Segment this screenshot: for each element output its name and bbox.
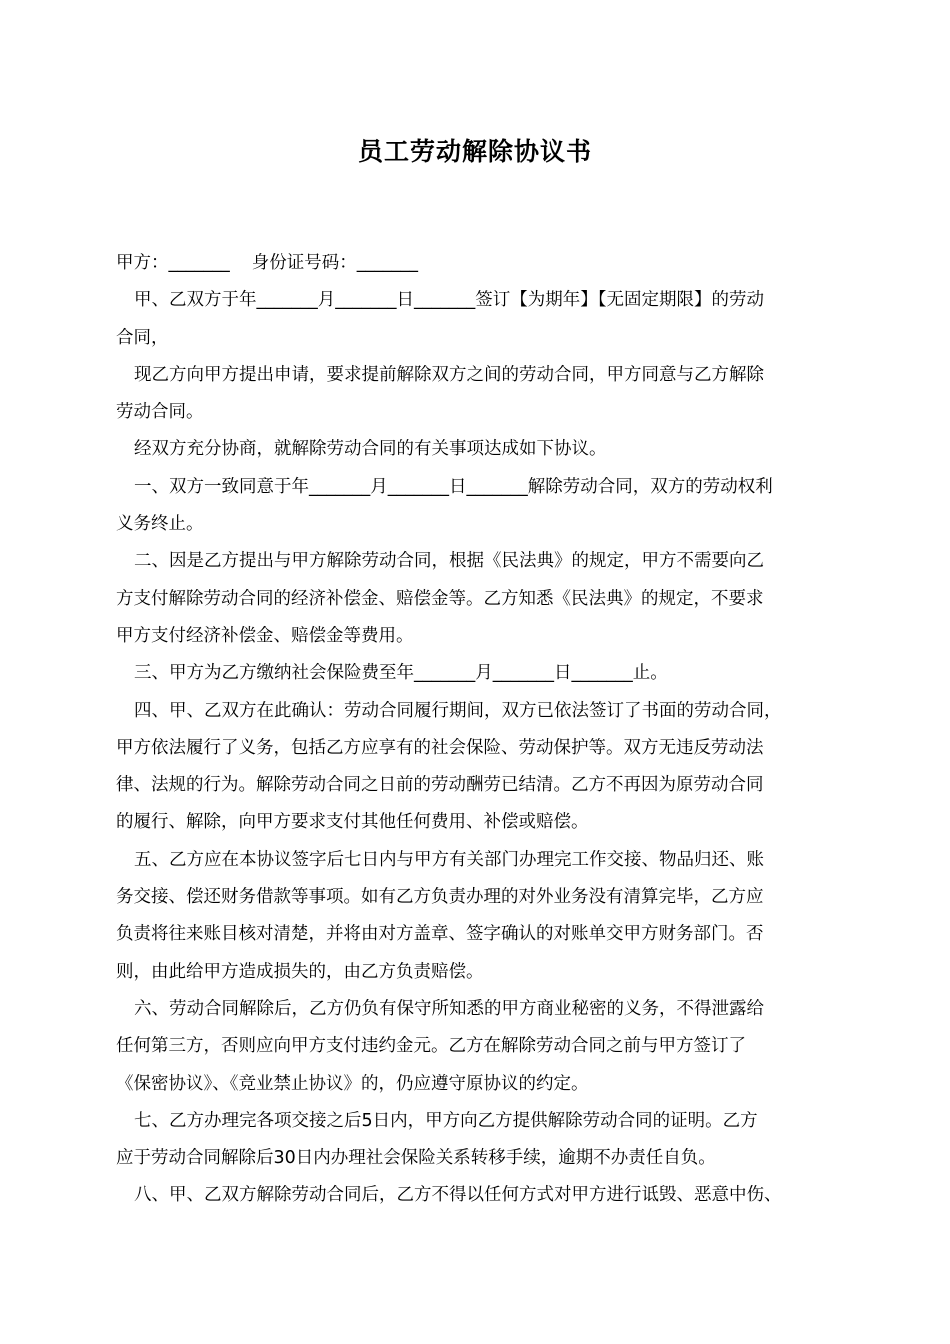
paragraph-line: 义务终止。 <box>116 514 204 535</box>
paragraph-line: 三、甲方为乙方缴纳社会保险费至年_______月_______日_______止。 <box>134 663 668 684</box>
paragraph-line: 应于劳动合同解除后30日内办理社会保险关系转移手续，逾期不办责任自负。 <box>116 1148 716 1169</box>
paragraph-line: 六、劳动合同解除后，乙方仍负有保守所知悉的甲方商业秘密的义务，不得泄露给 <box>134 998 764 1019</box>
paragraph-line: 务交接、偿还财务借款等事项。如有乙方负责办理的对外业务没有清算完毕，乙方应 <box>116 887 764 908</box>
paragraph-line: 方支付解除劳动合同的经济补偿金、赔偿金等。乙方知悉《民法典》的规定，不要求 <box>116 588 764 609</box>
paragraph-line: 二、因是乙方提出与甲方解除劳动合同，根据《民法典》的规定，甲方不需要向乙 <box>134 551 764 572</box>
paragraph-line: 现乙方向甲方提出申请，要求提前解除双方之间的劳动合同，甲方同意与乙方解除 <box>134 364 764 385</box>
paragraph-line: 甲方支付经济补偿金、赔偿金等费用。 <box>116 625 414 646</box>
document-title: 员工劳动解除协议书 <box>357 137 592 166</box>
paragraph-line: 四、甲、乙双方在此确认：劳动合同履行期间，双方已依法签订了书面的劳动合同， <box>134 700 782 721</box>
paragraph-line: 负责将往来账目核对清楚，并将由对方盖章、签字确认的对账单交甲方财务部门。否 <box>116 924 764 945</box>
paragraph-line: 甲、乙双方于年_______月_______日_______签订【为期年】【无固定期限】的劳动 <box>134 290 764 311</box>
paragraph-line: 律、法规的行为。解除劳动合同之日前的劳动酬劳已结清。乙方不再因为原劳动合同 <box>116 775 764 796</box>
id-number-label: 身份证号码：_______ <box>251 253 418 273</box>
paragraph-line: 则，由此给甲方造成损失的，由乙方负责赔偿。 <box>116 961 484 982</box>
paragraph-line: 八、甲、乙双方解除劳动合同后，乙方不得以任何方式对甲方进行诋毁、恶意中伤、 <box>134 1185 782 1206</box>
party-a-label: 甲方：_______ <box>116 253 230 273</box>
paragraph-line: 任何第三方，否则应向甲方支付违约金元。乙方在解除劳动合同之前与甲方签订了 <box>116 1036 746 1057</box>
paragraph-line: 《保密协议》、《竞业禁止协议》的，仍应遵守原协议的约定。 <box>116 1073 589 1094</box>
document-body <box>116 245 852 1215</box>
paragraph-line: 合同， <box>116 327 169 348</box>
paragraph-line: 劳动合同。 <box>116 402 204 423</box>
paragraph-line: 甲方依法履行了义务，包括乙方应享有的社会保险、劳动保护等。双方无违反劳动法 <box>116 737 764 758</box>
paragraph-line: 经双方充分协商，就解除劳动合同的有关事项达成如下协议。 <box>134 439 607 460</box>
paragraph-line: 七、乙方办理完各项交接之后5日内，甲方向乙方提供解除劳动合同的证明。乙方 <box>134 1110 758 1131</box>
paragraph-line: 的履行、解除，向甲方要求支付其他任何费用、补偿或赔偿。 <box>116 812 589 833</box>
paragraph-line: 五、乙方应在本协议签字后七日内与甲方有关部门办理完工作交接、物品归还、账 <box>134 849 764 870</box>
paragraph-line: 一、双方一致同意于年_______月_______日_______解除劳动合同，双方的劳动权利 <box>134 476 773 497</box>
party-info-line <box>116 245 852 282</box>
